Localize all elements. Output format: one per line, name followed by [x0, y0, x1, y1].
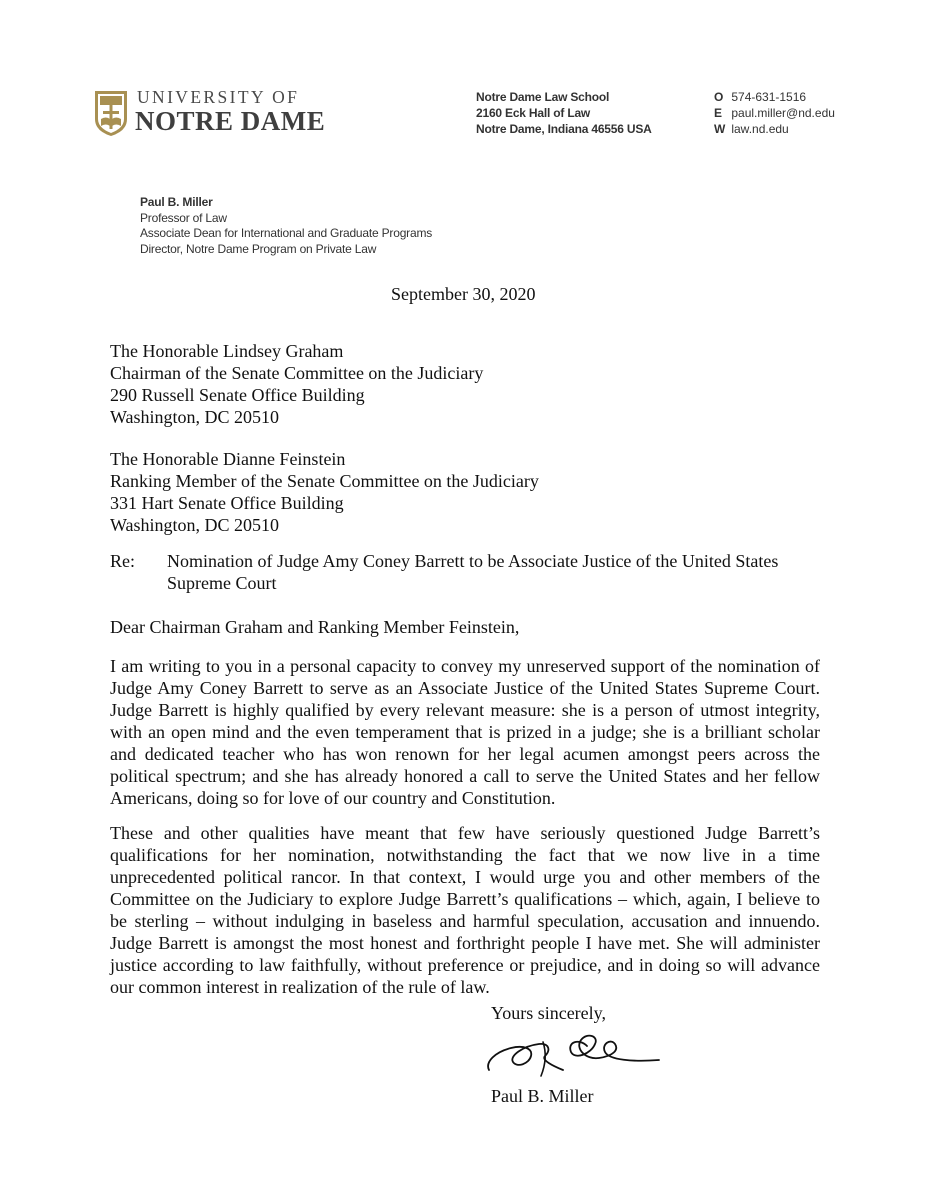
web-value: law.nd.edu — [731, 122, 789, 136]
recipient-line: The Honorable Lindsey Graham — [110, 341, 344, 361]
letter-date: September 30, 2020 — [391, 284, 536, 304]
university-name-line2: NOTRE DAME — [135, 106, 326, 136]
signer-name: Paul B. Miller — [491, 1086, 594, 1106]
recipient-address-2 — [110, 448, 539, 536]
school-address — [476, 89, 652, 137]
contact-label: E — [714, 106, 723, 120]
subject-text: Nomination of Judge Amy Coney Barrett to be Associate Justice of the United States Supreme Court — [167, 551, 779, 593]
body-paragraph-1: I am writing to you in a personal capacity to convey my unreserved support of the nomination of Judge Amy Coney Barrett to serve as an Associate Justice of the United States Supreme Court. Judge Barrett is highly qualified by every relevant measure: she is a person of utmost integrity, with an open mind and the even temperament that is prized in a judge; she is a brilliant scholar and dedicated teacher who has won renown for her legal acumen amongst peers across the political spectrum; and she has already honored a call to serve the United States and her fellow Americans, doing so for love of our country and Constitution. — [110, 656, 820, 808]
phone-value: 574-631-1516 — [731, 90, 807, 104]
address-line: 2160 Eck Hall of Law — [476, 106, 591, 120]
salutation: Dear Chairman Graham and Ranking Member Feinstein, — [110, 617, 520, 637]
recipient-line: Ranking Member of the Senate Committee on the Judiciary — [110, 471, 539, 491]
author-title: Director, Notre Dame Program on Private Law — [140, 241, 377, 256]
handwritten-signature — [483, 1026, 663, 1082]
recipient-line: 290 Russell Senate Office Building — [110, 385, 365, 405]
recipient-line: 331 Hart Senate Office Building — [110, 493, 344, 513]
address-line: Notre Dame Law School — [476, 90, 610, 104]
university-logo — [93, 87, 333, 147]
body-paragraph-2: These and other qualities have meant that few have seriously questioned Judge Barrett’s qualifications for her nomination, notwithstanding the fact that we now live in a time unprecedented political rancor. In that context, I would urge you and other members of the Committee on the Judiciary to explore Judge Barrett’s qualifications – which, again, I believe to be sterling – without indulging in baseless and harmful speculation, accusation and innuendo. Judge Barrett is amongst the most honest and forthright people I have met. She will administer justice according to law faithfully, without preference or prejudice, and in doing so will advance our common interest in realization of the rule of law. — [110, 823, 820, 997]
recipient-line: Washington, DC 20510 — [110, 407, 280, 427]
author-name: Paul B. Miller — [140, 195, 213, 209]
recipient-line: Chairman of the Senate Committee on the Judiciary — [110, 363, 484, 383]
author-title: Professor of Law — [140, 210, 227, 225]
closing: Yours sincerely, — [491, 1003, 606, 1023]
recipient-line: The Honorable Dianne Feinstein — [110, 449, 346, 469]
contact-email — [714, 105, 835, 121]
recipient-address-1 — [110, 340, 483, 428]
contact-web — [714, 121, 835, 137]
recipient-line: Washington, DC 20510 — [110, 515, 280, 535]
subject-label: Re: — [110, 551, 135, 571]
university-name-line1: UNIVERSITY OF — [137, 87, 300, 107]
university-crest-icon — [93, 89, 129, 137]
contact-label: O — [714, 90, 724, 104]
author-block — [140, 195, 432, 257]
contact-label: W — [714, 122, 726, 136]
author-title: Associate Dean for International and Graduate Programs — [140, 226, 433, 240]
email-value: paul.miller@nd.edu — [731, 106, 835, 120]
contact-info — [714, 89, 835, 137]
address-line: Notre Dame, Indiana 46556 USA — [476, 122, 652, 136]
contact-phone — [714, 89, 835, 105]
